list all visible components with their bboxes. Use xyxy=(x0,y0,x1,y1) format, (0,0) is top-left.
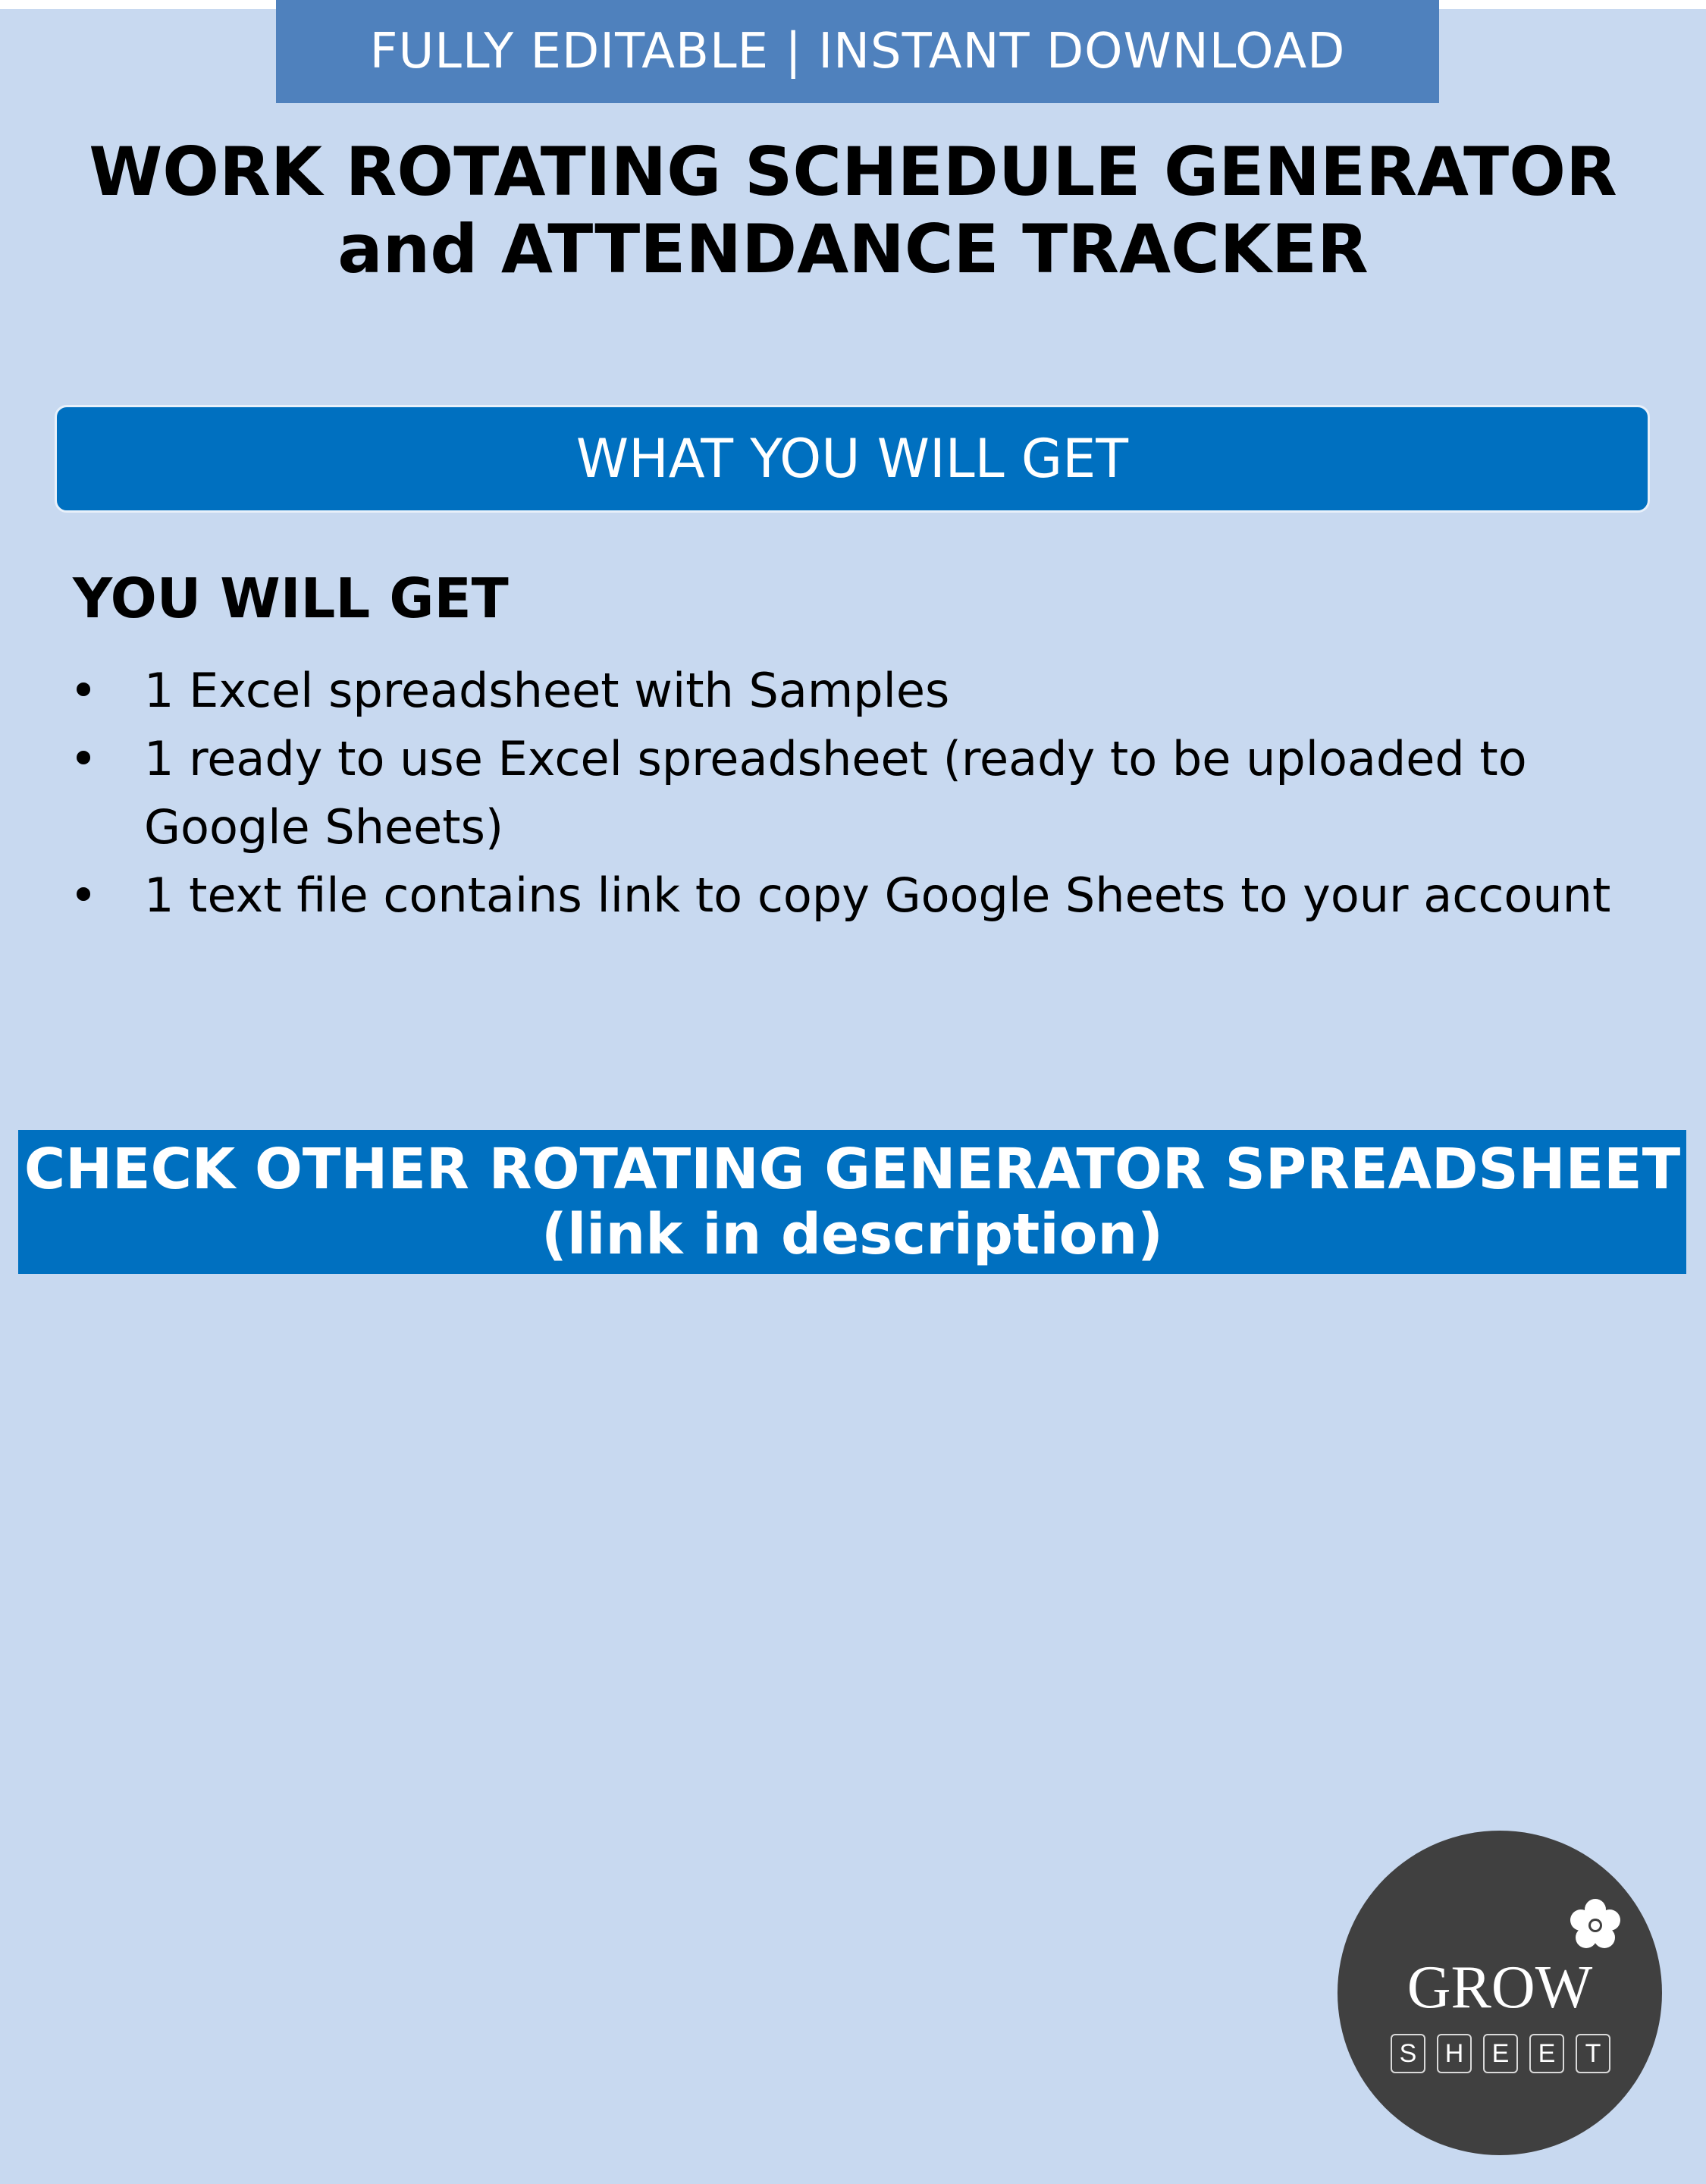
logo-letter: H xyxy=(1437,2034,1472,2073)
logo-letter: S xyxy=(1391,2034,1425,2073)
logo-letter-boxes xyxy=(1391,2034,1610,2075)
logo-letter: T xyxy=(1576,2034,1610,2073)
bullet-icon: • xyxy=(69,868,98,923)
logo-wordmark: GROW xyxy=(1407,1954,1593,2021)
list-item xyxy=(68,657,1661,725)
list-item xyxy=(68,725,1661,861)
top-banner-text: FULLY EDITABLE | INSTANT DOWNLOAD xyxy=(369,24,1346,80)
page-title-line-1: WORK ROTATING SCHEDULE GENERATOR xyxy=(89,133,1617,211)
section-header-text: WHAT YOU WILL GET xyxy=(575,428,1129,490)
cta-banner xyxy=(18,1130,1686,1274)
logo-letter: E xyxy=(1529,2034,1564,2073)
cta-line-2: (link in description) xyxy=(541,1202,1163,1267)
list-item-text: 1 Excel spreadsheet with Samples xyxy=(144,663,950,718)
top-banner xyxy=(276,0,1439,103)
bullet-icon: • xyxy=(69,731,98,786)
bullet-icon: • xyxy=(69,663,98,718)
flower-icon xyxy=(1565,1894,1626,1955)
section-header xyxy=(55,405,1650,513)
deliverables-heading: YOU WILL GET xyxy=(73,566,509,630)
deliverables-list xyxy=(68,657,1661,930)
page-title xyxy=(0,133,1706,288)
grow-sheet-logo xyxy=(1338,1831,1662,2155)
list-item-text: 1 text file contains link to copy Google Sheets to your account xyxy=(144,868,1611,923)
list-item-text: 1 ready to use Excel spreadsheet (ready to be uploaded to Google Sheets) xyxy=(144,731,1527,855)
page-title-line-2: and ATTENDANCE TRACKER xyxy=(337,210,1369,288)
logo-letter: E xyxy=(1483,2034,1518,2073)
list-item xyxy=(68,861,1661,930)
cta-line-1: CHECK OTHER ROTATING GENERATOR SPREADSHEET xyxy=(24,1137,1681,1202)
